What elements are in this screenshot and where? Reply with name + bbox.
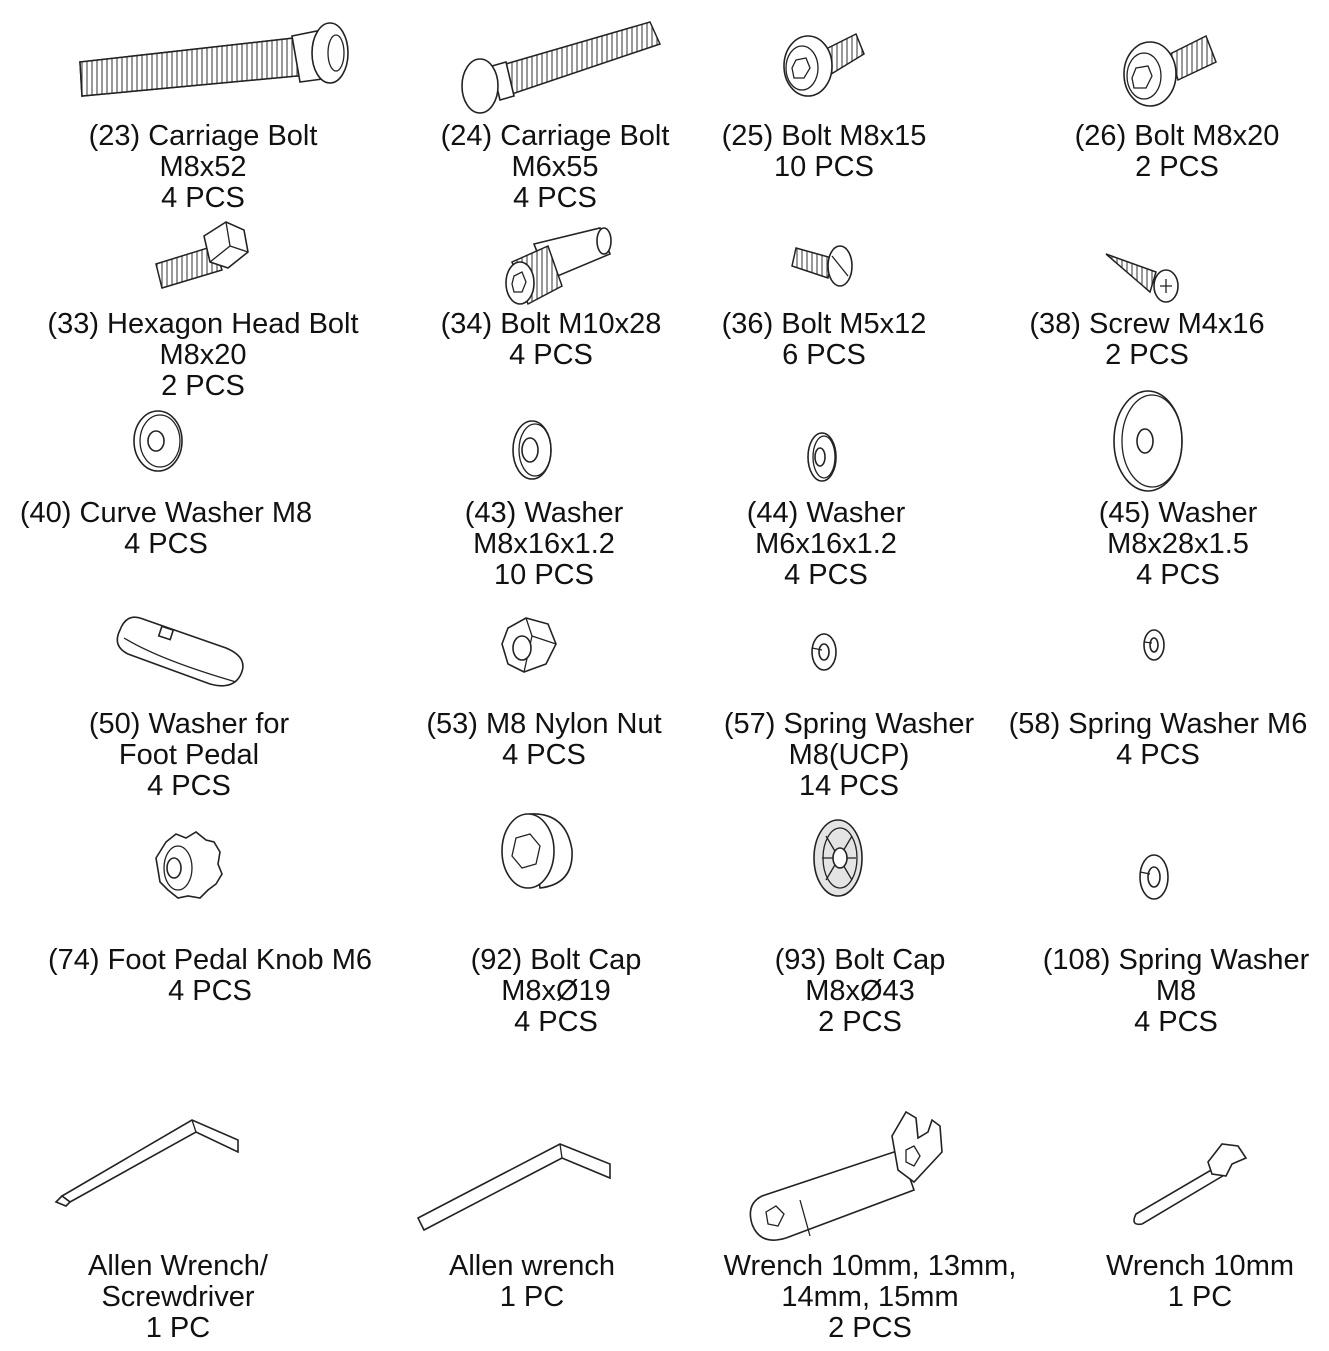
part-qty: 14 PCS — [799, 770, 899, 802]
part-spec: M8x16x1.2 — [473, 528, 615, 560]
spring-washer-icon — [1144, 630, 1164, 660]
part-qty: 1 PC — [1167, 1281, 1233, 1313]
hex-head-bolt-icon — [156, 222, 248, 288]
washer-icon — [808, 433, 836, 481]
part-label-108 — [1043, 945, 1309, 1038]
part-name: (108) Spring Washer — [1042, 944, 1310, 976]
part-qty: 2 PCS — [1135, 151, 1219, 183]
washer-icon — [1114, 391, 1182, 491]
part-qty: 4 PCS — [784, 559, 868, 591]
knob-icon — [156, 832, 222, 898]
part-qty: 2 PCS — [818, 1006, 902, 1038]
spring-washer-icon — [812, 634, 836, 670]
part-qty: 2 PCS — [1105, 339, 1189, 371]
part-name: (53) M8 Nylon Nut — [426, 708, 662, 740]
part-qty: 4 PCS — [513, 182, 597, 214]
carriage-bolt-icon — [462, 22, 660, 113]
part-name: (40) Curve Washer M8 — [19, 497, 313, 529]
part-label-57 — [724, 709, 974, 802]
part-spec: Screwdriver — [101, 1281, 255, 1313]
part-qty: 4 PCS — [161, 182, 245, 214]
bolt-cap-icon — [814, 820, 862, 896]
part-name: (57) Spring Washer — [723, 708, 975, 740]
carriage-bolt-icon — [80, 23, 348, 96]
part-name: (45) Washer — [1098, 497, 1258, 529]
part-spec: M8(UCP) — [788, 739, 910, 771]
part-qty: 1 PC — [499, 1281, 565, 1313]
part-name: Wrench 10mm — [1105, 1250, 1295, 1282]
multi-wrench-icon — [750, 1112, 942, 1240]
open-end-wrench-icon — [1134, 1144, 1246, 1224]
part-name: Allen Wrench/ — [88, 1250, 268, 1282]
part-spec: M6x16x1.2 — [755, 528, 897, 560]
part-qty: 10 PCS — [494, 559, 594, 591]
part-qty: 4 PCS — [502, 739, 586, 771]
part-name: (50) Washer for — [88, 708, 290, 740]
part-label-43 — [465, 498, 623, 591]
part-qty: 4 PCS — [514, 1006, 598, 1038]
button-head-bolt-icon — [784, 34, 864, 96]
part-label-36 — [722, 309, 927, 371]
part-name: (25) Bolt M8x15 — [721, 120, 927, 152]
nylon-nut-icon — [502, 618, 556, 672]
part-name: (33) Hexagon Head Bolt — [47, 308, 359, 340]
part-name: (38) Screw M4x16 — [1029, 308, 1265, 340]
spring-washer-icon — [1140, 855, 1168, 899]
part-label-53 — [426, 709, 661, 771]
part-label-58 — [1009, 709, 1308, 771]
bolt-cap-icon — [502, 814, 572, 888]
part-spec: M8x52 — [159, 151, 247, 183]
part-label-50 — [89, 709, 289, 802]
part-name: (26) Bolt M8x20 — [1074, 120, 1280, 152]
part-spec: M6x55 — [511, 151, 599, 183]
part-spec: Foot Pedal — [118, 739, 260, 771]
part-name: (58) Spring Washer M6 — [1008, 708, 1308, 740]
part-label-33 — [47, 309, 358, 402]
button-head-bolt-icon — [1124, 36, 1216, 106]
part-spec: M8x28x1.5 — [1107, 528, 1249, 560]
part-name: (92) Bolt Cap — [470, 944, 642, 976]
part-label-93 — [775, 945, 946, 1038]
part-qty: 4 PCS — [1116, 739, 1200, 771]
tool-label-wrench-10mm — [1106, 1251, 1294, 1313]
part-qty: 2 PCS — [161, 370, 245, 402]
part-name: (93) Bolt Cap — [774, 944, 946, 976]
part-name: (24) Carriage Bolt — [440, 120, 670, 152]
part-qty: 4 PCS — [124, 528, 208, 560]
slotted-bolt-icon — [792, 246, 852, 286]
part-label-40 — [20, 498, 312, 560]
part-spec: M8x20 — [159, 339, 247, 371]
part-name: Allen wrench — [448, 1250, 616, 1282]
part-qty: 4 PCS — [1136, 559, 1220, 591]
allen-wrench-icon — [418, 1144, 610, 1230]
tool-label-allen-wrench — [449, 1251, 615, 1313]
part-label-34 — [441, 309, 662, 371]
part-qty: 4 PCS — [1134, 1006, 1218, 1038]
allen-wrench-icon — [56, 1120, 238, 1206]
part-label-26 — [1075, 121, 1280, 183]
washer-icon — [134, 411, 182, 471]
part-name: (44) Washer — [746, 497, 906, 529]
part-spec: M8xØ43 — [805, 975, 915, 1007]
phillips-screw-icon — [1106, 254, 1178, 302]
part-name: (74) Foot Pedal Knob M6 — [47, 944, 373, 976]
part-name: (36) Bolt M5x12 — [721, 308, 927, 340]
part-qty: 4 PCS — [509, 339, 593, 371]
part-label-25 — [722, 121, 927, 183]
part-spec: 14mm, 15mm — [781, 1281, 959, 1313]
part-label-24 — [441, 121, 670, 214]
part-qty: 4 PCS — [147, 770, 231, 802]
washer-icon — [513, 421, 551, 479]
part-name: (43) Washer — [464, 497, 624, 529]
tool-label-allen-screwdriver — [88, 1251, 268, 1344]
part-qty: 6 PCS — [782, 339, 866, 371]
part-qty: 4 PCS — [168, 975, 252, 1007]
part-spec: M8 — [1155, 975, 1197, 1007]
part-spec: M8xØ19 — [501, 975, 611, 1007]
socket-bolt-icon — [506, 228, 611, 304]
part-label-38 — [1029, 309, 1264, 371]
part-label-92 — [471, 945, 642, 1038]
part-label-44 — [747, 498, 905, 591]
oval-plate-washer-icon — [117, 617, 243, 686]
part-label-74 — [48, 945, 372, 1007]
part-label-45 — [1099, 498, 1257, 591]
part-qty: 2 PCS — [828, 1312, 912, 1344]
part-qty: 10 PCS — [774, 151, 874, 183]
part-name: Wrench 10mm, 13mm, — [723, 1250, 1017, 1282]
part-qty: 1 PC — [145, 1312, 211, 1344]
tool-label-multi-wrench — [724, 1251, 1017, 1344]
part-name: (34) Bolt M10x28 — [440, 308, 662, 340]
part-name: (23) Carriage Bolt — [88, 120, 318, 152]
part-label-23 — [89, 121, 318, 214]
